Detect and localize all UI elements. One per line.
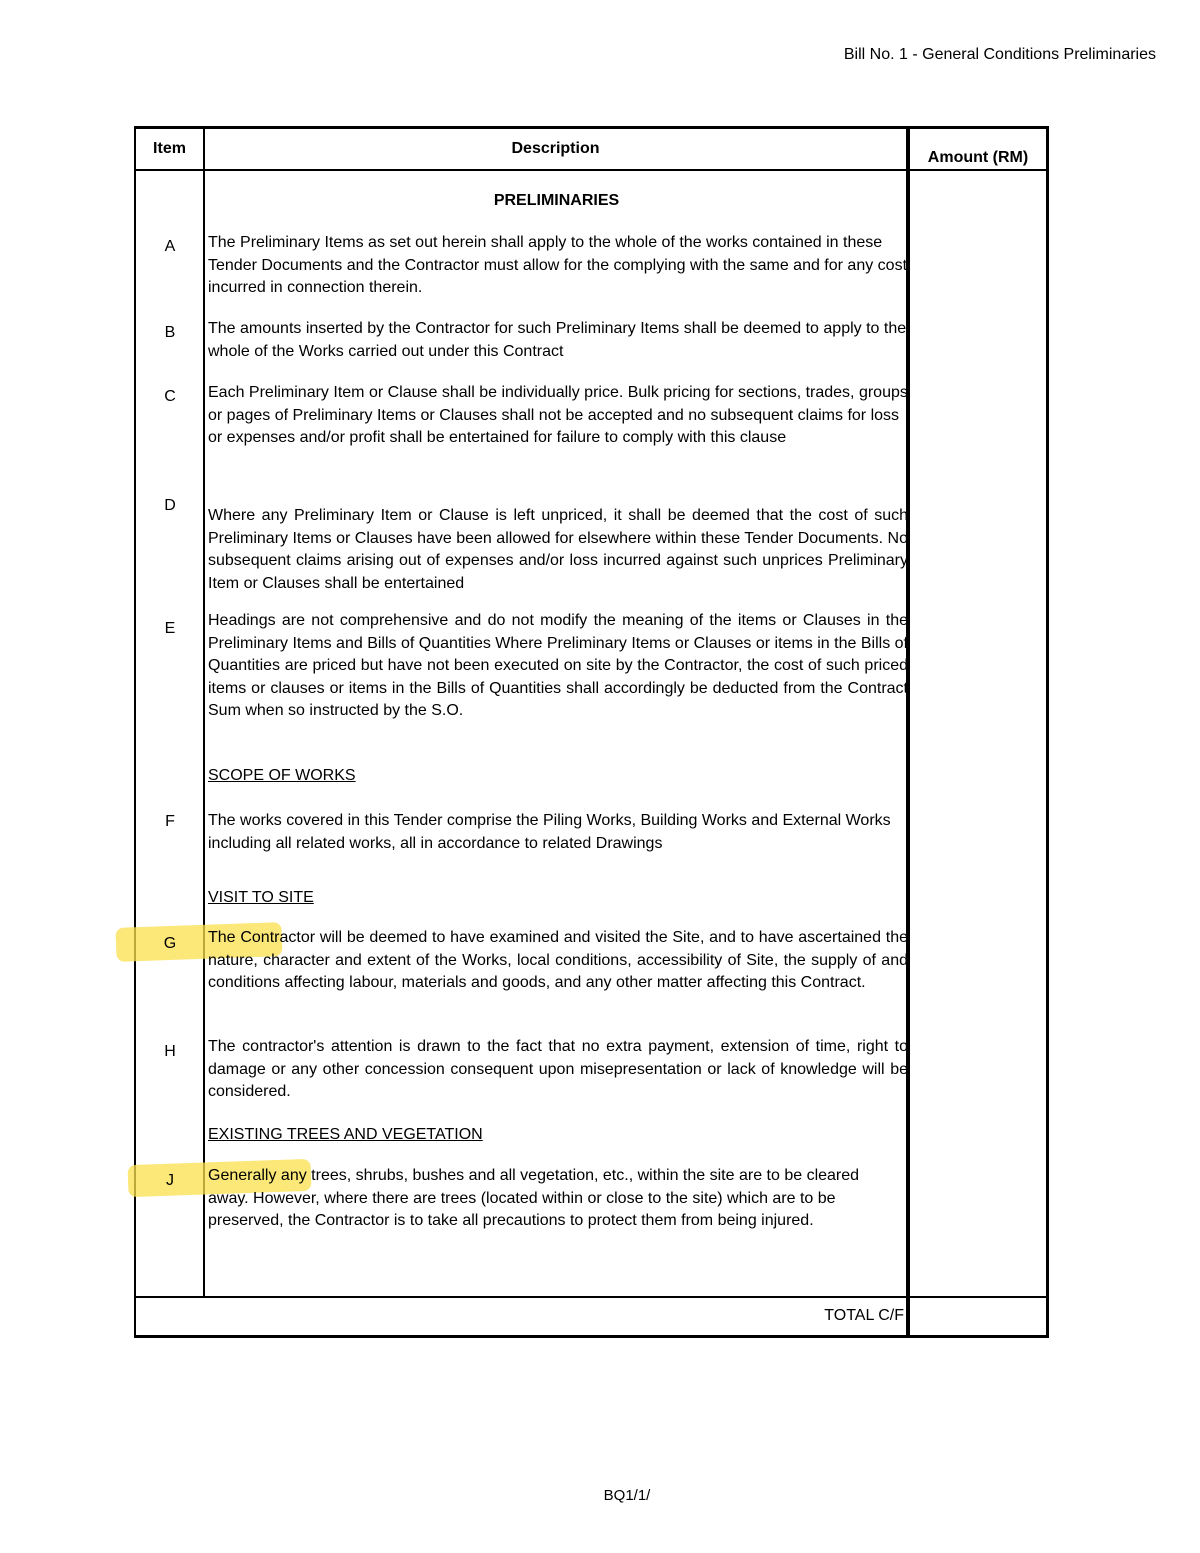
- item-letter-h: H: [164, 1043, 176, 1060]
- item-letter-c: C: [164, 388, 176, 405]
- total-amount-cell: [910, 1298, 1046, 1335]
- table-right-border: [1046, 126, 1049, 1338]
- item-letter-j: J: [166, 1172, 174, 1189]
- header-bottom-border: [134, 169, 1049, 171]
- item-text-b: The amounts inserted by the Contractor for such Preliminary Items shall be deemed to apply to the whole of the Works carried out under this Contract: [208, 320, 907, 360]
- item-text-c: Each Preliminary Item or Clause shall be individually price. Bulk pricing for sections, trades, groups or pages of Preliminary Items or Clauses shall not be accepted and no subsequent claims for loss or expenses and/or profit shall be entertained for failure to comply with this clause: [208, 384, 908, 447]
- amount-column-header: Amount (RM): [927, 149, 1029, 166]
- page-reference: BQ1/1/: [603, 1487, 651, 1504]
- item-text-e: Headings are not comprehensive and do not modify the meaning of the items or Clauses in the Preliminary Items and Bills of Quantities Where Preliminary Items or Clauses or items in the Bills of Quantities are priced but have not been executed on site by the Contractor, the cost of such priced items or clauses or items in the Bills of Quantities shall accordingly be deducted from the Contract Sum when so instructed by the S.O.: [208, 612, 908, 720]
- item-column-header: Item: [153, 140, 186, 157]
- bill-title: Bill No. 1 - General Conditions Preliminaries: [843, 46, 1156, 63]
- item-letter-a: A: [164, 238, 176, 255]
- item-letter-e: E: [164, 620, 176, 637]
- item-text-h: The contractor's attention is drawn to the fact that no extra payment, extension of time, right to damage or any other concession consequent upon misepresentation or lack of knowledge will be considered.: [208, 1038, 908, 1101]
- item-text-d: Where any Preliminary Item or Clause is left unpriced, it shall be deemed that the cost of such Preliminary Items or Clauses have been allowed for elsewhere within these Tender Documents. No subsequent claims arising out of expenses and/or loss incurred against such unprices Preliminary Item or Clauses shall be entertained: [208, 507, 908, 592]
- item-letter-g: G: [163, 935, 177, 952]
- item-text-g: The Contractor will be deemed to have examined and visited the Site, and to have ascertained the nature, character and extent of the Works, local conditions, accessibility of Site, the supply of and conditions affecting labour, materials and goods, and any other matter affecting this Contract.: [208, 929, 908, 992]
- table-top-border: [134, 126, 1049, 129]
- section-title: PRELIMINARIES: [493, 192, 620, 209]
- item-letter-f: F: [165, 813, 175, 830]
- heading-scope-of-works: SCOPE OF WORKS: [208, 767, 356, 784]
- item-text-f: The works covered in this Tender comprise the Piling Works, Building Works and External Works including all related works, all in accordance to related Drawings: [208, 812, 891, 852]
- amount-col-divider: [906, 126, 910, 1338]
- total-cf-label: TOTAL C/F: [824, 1307, 904, 1324]
- table-bottom-border: [134, 1335, 1049, 1338]
- description-column-header: Description: [511, 140, 600, 157]
- item-text-a: The Preliminary Items as set out herein shall apply to the whole of the works contained in these Tender Documents and the Contractor must allow for the complying with the same and for any cost incurred in connection therein.: [208, 234, 908, 297]
- item-letter-b: B: [164, 324, 176, 341]
- heading-visit-to-site: VISIT TO SITE: [208, 889, 314, 906]
- item-text-j: Generally any trees, shrubs, bushes and all vegetation, etc., within the site are to be cleared away. However, where there are trees (located within or close to the site) which are to be preserved, the Contractor is to take all precautions to protect them from being injured.: [208, 1167, 860, 1230]
- heading-existing-trees: EXISTING TREES AND VEGETATION: [208, 1126, 483, 1143]
- table-left-border: [134, 126, 136, 1338]
- item-letter-d: D: [164, 497, 176, 514]
- item-col-divider: [203, 126, 205, 1298]
